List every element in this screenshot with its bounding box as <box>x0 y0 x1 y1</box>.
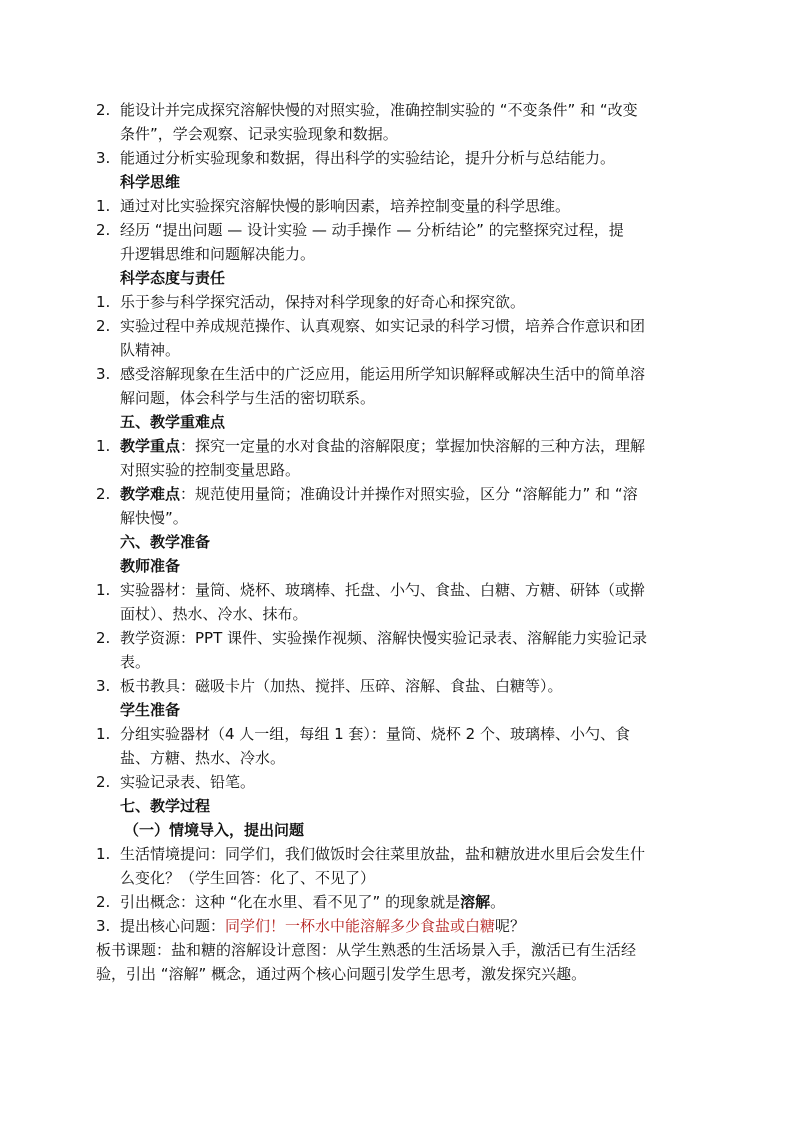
list-number: 2. <box>96 221 111 239</box>
sub-heading <box>0 699 794 722</box>
list-number: 2. <box>96 629 111 647</box>
list-text: 经历 “提出问题 — 设计实验 — 动手操作 — 分析结论” 的完整探究过程，提 <box>120 221 624 239</box>
list-item-continuation <box>0 747 794 770</box>
list-body: ：规范使用量筒；准确设计并操作对照实验，区分 “溶解能力” 和 “溶 <box>180 485 638 503</box>
list-text <box>120 915 525 938</box>
list-number: 2. <box>96 773 111 791</box>
list-number: 2. <box>96 893 111 911</box>
list-item-continuation <box>0 651 794 674</box>
heading-text: （一）情境导入，提出问题 <box>124 821 305 839</box>
paragraph-text: 板书课题：盐和糖的溶解设计意图：从学生熟悉的生活场景入手，激活已有生活经 <box>96 941 637 959</box>
list-text <box>120 483 638 506</box>
list-item <box>0 771 794 794</box>
list-number: 2. <box>96 317 111 335</box>
list-item <box>0 315 794 338</box>
list-number: 3. <box>96 677 111 695</box>
list-number: 3. <box>96 365 111 383</box>
list-text: 盐、方糖、热水、冷水。 <box>120 749 286 767</box>
heading-text: 五、教学重难点 <box>120 413 226 431</box>
list-number: 3. <box>96 917 111 935</box>
list-text: 感受溶解现象在生活中的广泛应用，能运用所学知识解释或解决生活中的简单溶 <box>120 365 646 383</box>
list-text: 通过对比实验探究溶解快慢的影响因素，培养控制变量的科学思维。 <box>120 197 571 215</box>
list-item <box>0 675 794 698</box>
list-number: 1. <box>96 845 111 863</box>
list-text: 教学资源：PPT 课件、实验操作视频、溶解快慢实验记录表、溶解能力实验记录 <box>120 629 648 647</box>
list-item <box>0 579 794 602</box>
list-label: 教学重点 <box>120 437 181 455</box>
paragraph-line <box>0 963 794 986</box>
list-item <box>0 723 794 746</box>
list-item <box>0 891 794 914</box>
list-body: ：探究一定量的水对食盐的溶解限度；掌握加快溶解的三种方法，理解 <box>180 437 646 455</box>
list-text: 生活情境提问：同学们，我们做饭时会往菜里放盐，盐和糖放进水里后会发生什 <box>120 845 646 863</box>
list-text: 实验记录表、铅笔。 <box>120 773 256 791</box>
list-number: 1. <box>96 581 111 599</box>
list-item <box>0 99 794 122</box>
heading-text: 教师准备 <box>120 557 181 575</box>
list-item-continuation <box>0 339 794 362</box>
list-item-continuation <box>0 603 794 626</box>
list-text: 能设计并完成探究溶解快慢的对照实验，准确控制实验的 “不变条件” 和 “改变 <box>120 101 638 119</box>
list-number: 2. <box>96 101 111 119</box>
heading-text: 科学思维 <box>120 173 181 191</box>
list-text: 队精神。 <box>120 341 181 359</box>
list-text: 分组实验器材（4 人一组，每组 1 套）：量筒、烧杯 2 个、玻璃棒、小勺、食 <box>120 725 630 743</box>
list-text: 表。 <box>120 653 151 671</box>
list-number: 1. <box>96 437 111 455</box>
list-item-continuation <box>0 243 794 266</box>
list-text: 乐于参与科学探究活动，保持对科学现象的好奇心和探究欲。 <box>120 293 526 311</box>
list-item-continuation <box>0 387 794 410</box>
sub-heading <box>0 555 794 578</box>
section-heading <box>0 531 794 554</box>
list-text: 对照实验的控制变量思路。 <box>120 461 301 479</box>
heading-text: 学生准备 <box>120 701 181 719</box>
list-text: 解问题，体会科学与生活的密切联系。 <box>120 389 376 407</box>
list-item <box>0 291 794 314</box>
section-heading <box>0 267 794 290</box>
heading-text: 六、教学准备 <box>120 533 211 551</box>
list-text: 实验过程中养成规范操作、认真观察、如实记录的科学习惯，培养合作意识和团 <box>120 317 646 335</box>
list-text: 面杖）、热水、冷水、抹布。 <box>120 605 308 623</box>
list-label: 教学难点 <box>120 485 181 503</box>
section-heading <box>0 795 794 818</box>
highlighted-question: 同学们！一杯水中能溶解多少食盐或白糖 <box>225 917 496 935</box>
list-item-continuation <box>0 867 794 890</box>
text-segment: 。 <box>490 893 506 911</box>
bold-term: 溶解 <box>460 893 491 911</box>
text-segment: 呢？ <box>495 917 526 935</box>
list-text <box>120 435 645 458</box>
list-text <box>120 891 505 914</box>
paragraph-text: 验，引出 “溶解” 概念，通过两个核心问题引发学生思考，激发探究兴趣。 <box>96 965 587 983</box>
list-item <box>0 147 794 170</box>
heading-text: 七、教学过程 <box>120 797 211 815</box>
section-heading <box>0 411 794 434</box>
list-text: 么变化？（学生回答：化了、不见了） <box>120 869 376 887</box>
list-item <box>0 483 794 506</box>
list-text: 解快慢”。 <box>120 509 188 527</box>
list-number: 1. <box>96 725 111 743</box>
list-item <box>0 195 794 218</box>
list-item-continuation <box>0 459 794 482</box>
list-item-continuation <box>0 507 794 530</box>
list-text: 板书教具：磁吸卡片（加热、搅拌、压碎、溶解、食盐、白糖等）。 <box>120 677 563 695</box>
list-number: 1. <box>96 197 111 215</box>
list-number: 1. <box>96 293 111 311</box>
text-segment: 引出概念：这种 “化在水里、看不见了” 的现象就是 <box>120 893 461 911</box>
list-text: 条件”，学会观察、记录实验现象和数据。 <box>120 125 398 143</box>
list-item <box>0 915 794 938</box>
list-item <box>0 627 794 650</box>
heading-text: 科学态度与责任 <box>120 269 226 287</box>
sub-heading <box>0 819 794 842</box>
paragraph-line <box>0 939 794 962</box>
list-item-continuation <box>0 123 794 146</box>
list-item <box>0 435 794 458</box>
list-number: 2. <box>96 485 111 503</box>
section-heading <box>0 171 794 194</box>
list-number: 3. <box>96 149 111 167</box>
list-item <box>0 219 794 242</box>
list-text: 升逻辑思维和问题解决能力。 <box>120 245 316 263</box>
text-segment: 提出核心问题： <box>120 917 226 935</box>
list-item <box>0 843 794 866</box>
list-item <box>0 363 794 386</box>
list-text: 实验器材：量筒、烧杯、玻璃棒、托盘、小勺、食盐、白糖、方糖、研钵（或擀 <box>120 581 646 599</box>
list-text: 能通过分析实验现象和数据，得出科学的实验结论，提升分析与总结能力。 <box>120 149 616 167</box>
